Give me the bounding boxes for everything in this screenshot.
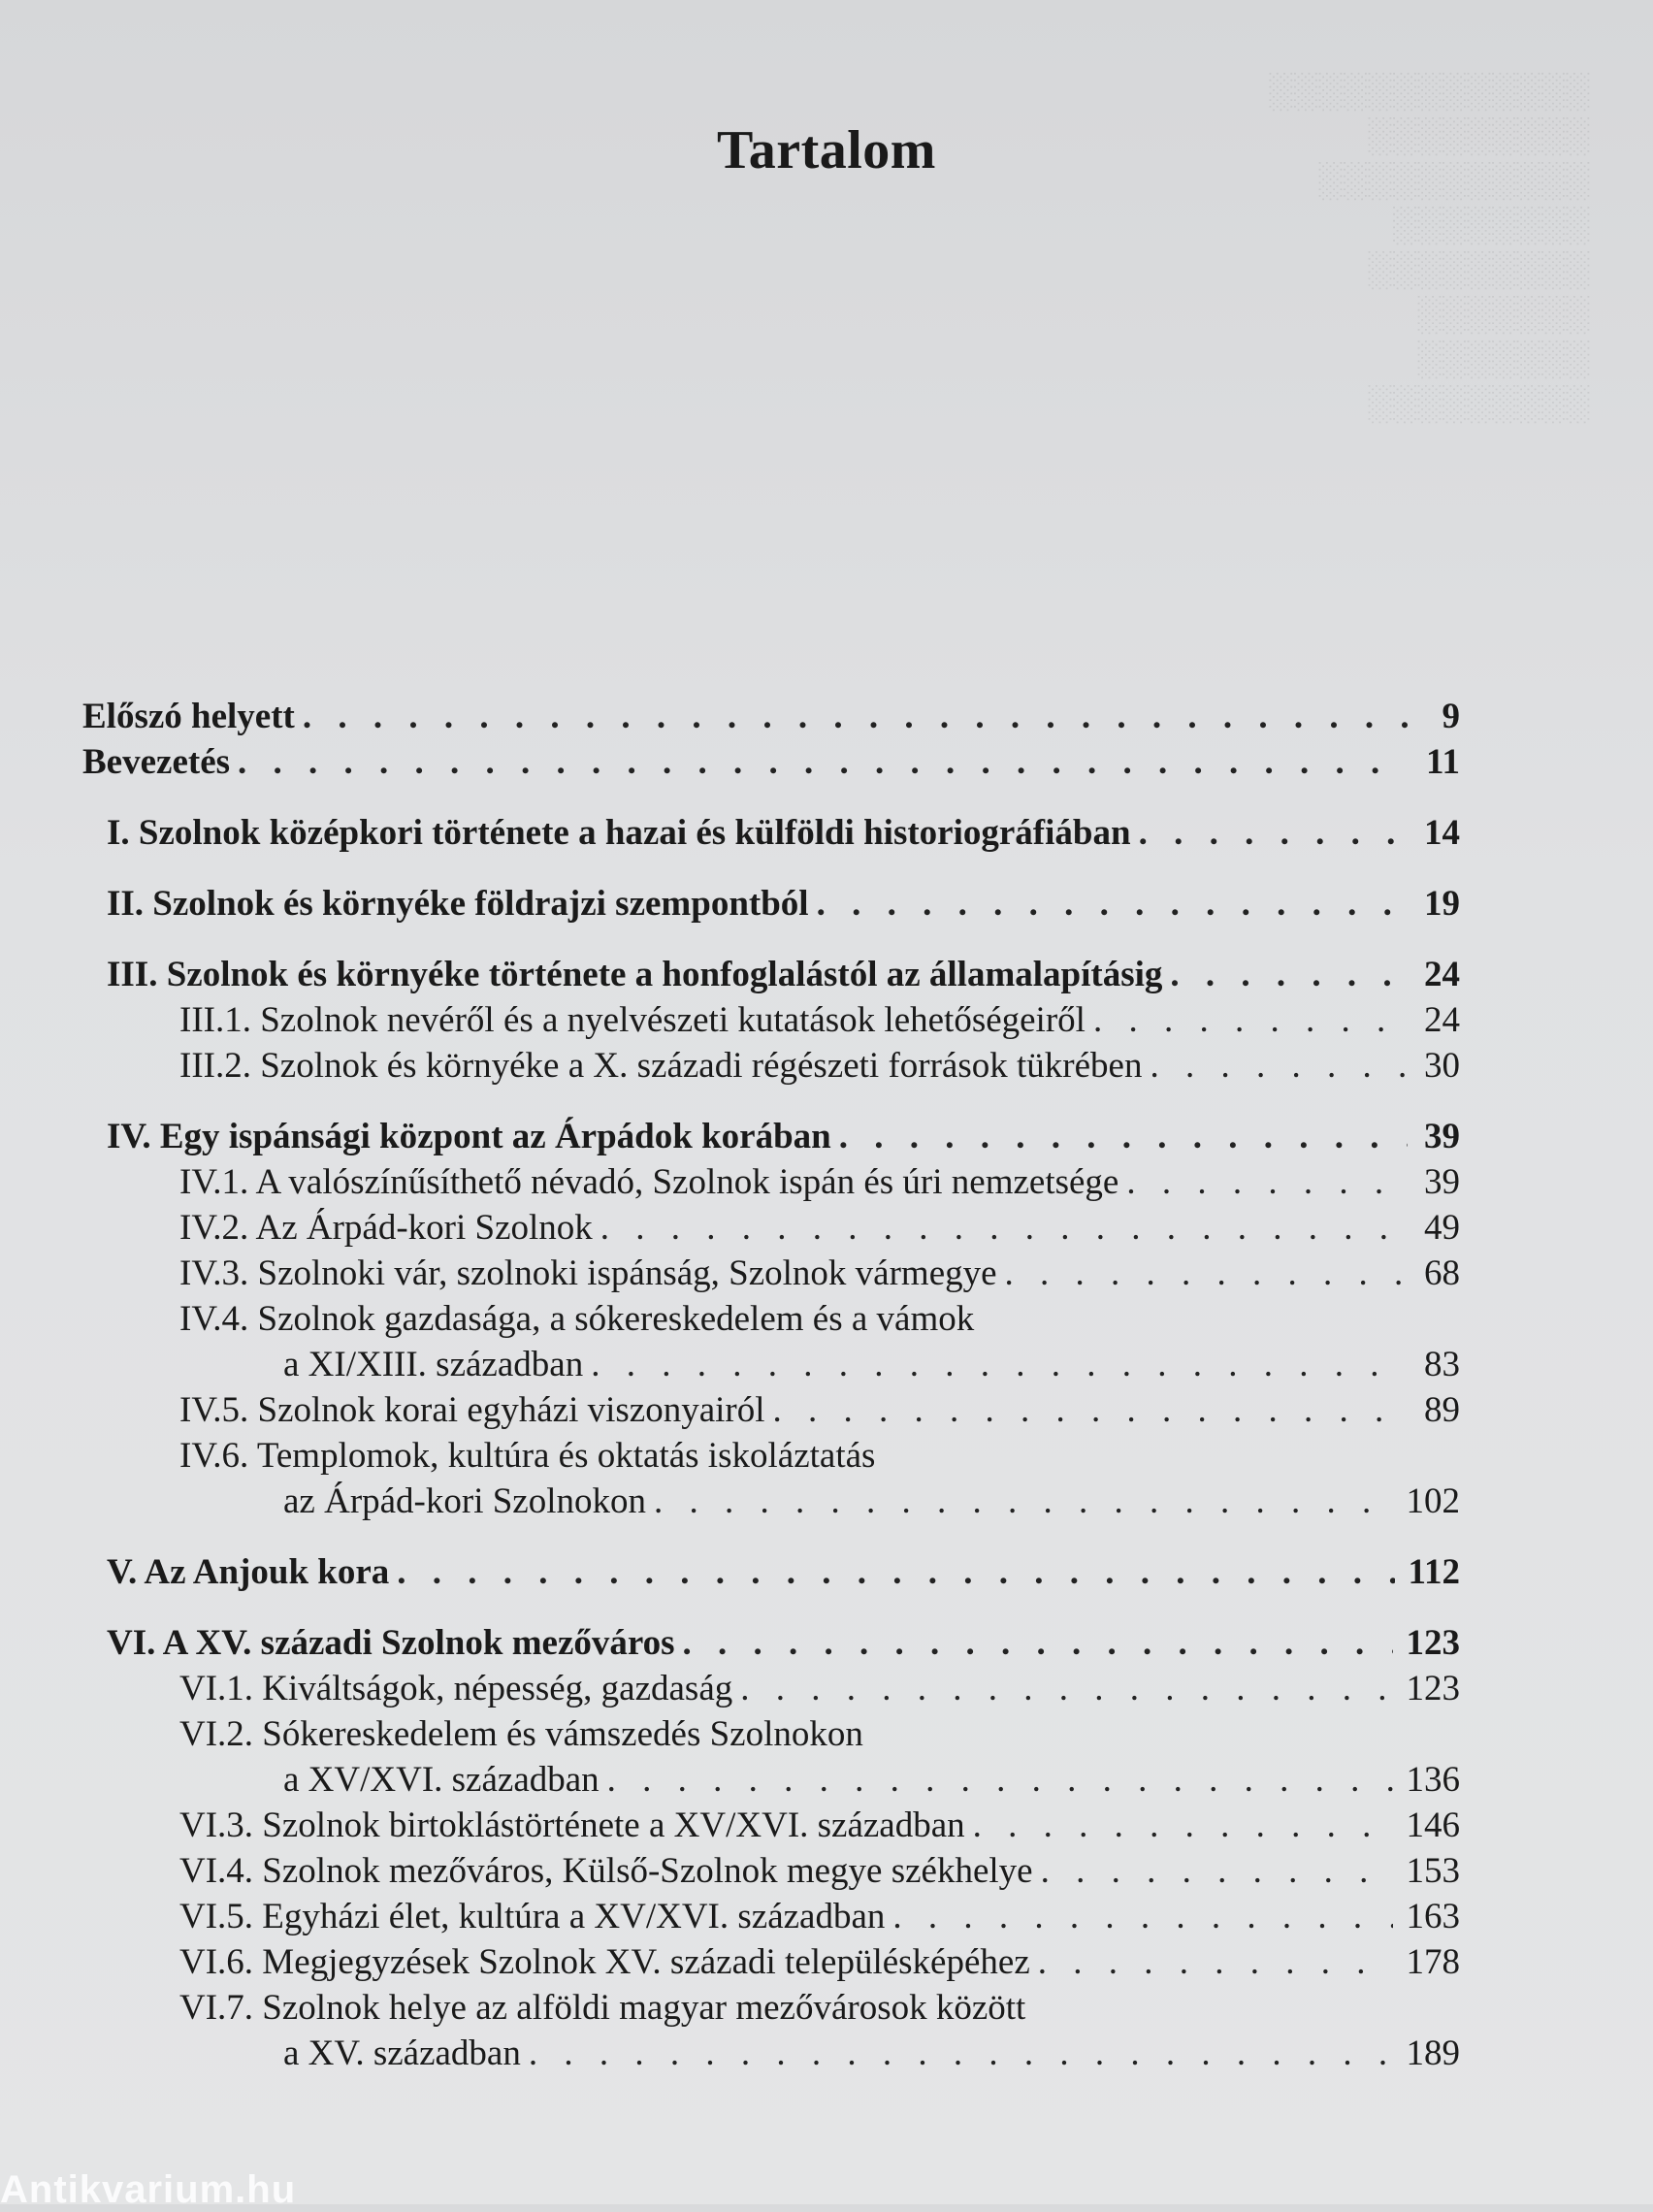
toc-entry-label: VI. A XV. századi Szolnok mezőváros: [107, 1623, 675, 1663]
toc-entry-page: 30: [1424, 1046, 1460, 1086]
toc-entry-page: 39: [1424, 1117, 1460, 1156]
toc-entry-label: IV.2. Az Árpád-kori Szolnok: [179, 1208, 593, 1248]
toc-entry: [82, 1985, 1460, 2031]
dot-leader: [892, 1894, 1392, 1939]
toc-entry: [82, 1251, 1460, 1296]
dot-leader: [600, 1205, 1408, 1251]
toc-entry-page: 19: [1424, 884, 1460, 924]
toc-entry-label: IV.6. Templomok, kultúra és oktatás iskoláztatás: [179, 1436, 876, 1476]
toc-entry-label: VI.7. Szolnok helye az alföldi magyar mezővárosok között: [179, 1988, 1026, 2028]
toc-entry: [82, 1387, 1460, 1433]
toc-entry-page: 11: [1426, 742, 1460, 782]
toc-entry: [82, 1342, 1460, 1387]
toc-spacer: [82, 1595, 1460, 1620]
toc-entry-page: 136: [1406, 1760, 1460, 1800]
toc-entry-page: 14: [1424, 813, 1460, 853]
toc-entry: [82, 1549, 1460, 1595]
toc-entry: [82, 881, 1460, 927]
toc-entry-label: III.1. Szolnok nevéről és a nyelvészeti kutatások lehetőségeiről: [179, 1000, 1086, 1040]
toc-entry-page: 123: [1406, 1669, 1460, 1708]
dot-leader: [1126, 1159, 1408, 1205]
dot-leader: [1170, 952, 1408, 997]
toc-entry-page: 9: [1442, 697, 1460, 736]
dot-leader: [973, 1803, 1393, 1848]
page-title: Tartalom: [717, 119, 936, 180]
table-of-contents: [82, 694, 1460, 2076]
toc-entry: [82, 1479, 1460, 1524]
toc-entry: [82, 1620, 1460, 1666]
toc-entry-label: VI.2. Sókereskedelem és vámszedés Szolnokon: [179, 1714, 863, 1754]
toc-entry-label: IV.1. A valószínűsíthető névadó, Szolnok ispán és úri nemzetsége: [179, 1162, 1119, 1202]
toc-entry-label: III.2. Szolnok és környéke a X. századi régészeti források tükrében: [179, 1046, 1143, 1086]
dot-leader: [773, 1387, 1408, 1433]
toc-entry-page: 49: [1424, 1208, 1460, 1248]
dot-leader: [1150, 1043, 1408, 1089]
toc-entry-label: VI.6. Megjegyzések Szolnok XV. századi településképéhez: [179, 1942, 1030, 1982]
toc-entry-label: VI.3. Szolnok birtoklástörténete a XV/XVI. században: [179, 1805, 965, 1845]
toc-entry-page: 112: [1408, 1552, 1460, 1592]
toc-entry: [82, 1711, 1460, 1757]
dot-leader: [303, 694, 1408, 739]
toc-entry: [82, 997, 1460, 1043]
toc-entry-label: a XV/XVI. században: [283, 1760, 600, 1800]
toc-entry: [82, 1894, 1460, 1939]
toc-entry-label: a XI/XIII. században: [283, 1345, 584, 1384]
toc-entry-label: a XV. században: [283, 2033, 521, 2073]
dot-leader: [1139, 810, 1408, 856]
toc-entry-label: IV.3. Szolnoki vár, szolnoki ispánság, Szolnok vármegye: [179, 1253, 997, 1293]
toc-entry-page: 123: [1406, 1623, 1460, 1663]
toc-entry-page: 163: [1406, 1897, 1460, 1936]
watermark: Antikvarium.hu: [0, 2168, 297, 2211]
toc-entry: [82, 1848, 1460, 1894]
toc-entry: [82, 952, 1460, 997]
toc-entry: [82, 739, 1460, 785]
toc-entry-label: az Árpád-kori Szolnokon: [283, 1481, 647, 1521]
toc-entry-label: III. Szolnok és környéke története a honfoglalástól az államalapításig: [107, 955, 1163, 994]
toc-entry-page: 146: [1406, 1805, 1460, 1845]
dot-leader: [1005, 1251, 1408, 1296]
toc-entry-label: V. Az Anjouk kora: [107, 1552, 390, 1592]
toc-entry-label: II. Szolnok és környéke földrajzi szempontból: [107, 884, 809, 924]
toc-entry-label: Előszó helyett: [82, 697, 295, 736]
toc-spacer: [82, 1089, 1460, 1114]
toc-entry-page: 178: [1406, 1942, 1460, 1982]
toc-spacer: [82, 785, 1460, 810]
dot-leader: [654, 1479, 1392, 1524]
toc-entry: [82, 1114, 1460, 1159]
dot-leader: [1041, 1848, 1393, 1894]
dot-leader: [238, 739, 1408, 785]
toc-entry-label: VI.4. Szolnok mezőváros, Külső-Szolnok megye székhelye: [179, 1851, 1033, 1891]
toc-entry-page: 102: [1406, 1481, 1460, 1521]
toc-entry: [82, 1803, 1460, 1848]
toc-entry: [82, 1666, 1460, 1711]
toc-entry: [82, 1433, 1460, 1479]
toc-entry-label: I. Szolnok középkori története a hazai és külföldi historiográfiában: [107, 813, 1131, 853]
toc-entry-label: IV.4. Szolnok gazdasága, a sókereskedelem és a vámok: [179, 1299, 975, 1339]
toc-entry-page: 68: [1424, 1253, 1460, 1293]
toc-entry: [82, 810, 1460, 856]
toc-spacer: [82, 856, 1460, 881]
toc-entry: [82, 1296, 1460, 1342]
toc-spacer: [82, 1524, 1460, 1549]
toc-entry: [82, 1939, 1460, 1985]
dot-leader: [817, 881, 1408, 927]
toc-entry-page: 39: [1424, 1162, 1460, 1202]
dot-leader: [683, 1620, 1393, 1666]
dot-leader: [839, 1114, 1408, 1159]
toc-entry: [82, 1159, 1460, 1205]
toc-entry-page: 189: [1406, 2033, 1460, 2073]
bleed-through-text: ░░░░░░░░░░░░░ ░░░░░░░░░ ░░░░░░░░░░░ ░░░░░░░░ ░░░░░░░░░ ░░░░░░░ ░░░░░░░ ░░░░░░░░░: [1269, 71, 1591, 422]
dot-leader: [1093, 997, 1408, 1043]
toc-entry-page: 153: [1406, 1851, 1460, 1891]
dot-leader: [607, 1757, 1393, 1803]
toc-entry: [82, 2031, 1460, 2076]
toc-entry-page: 24: [1424, 1000, 1460, 1040]
toc-entry-label: IV. Egy ispánsági központ az Árpádok korában: [107, 1117, 831, 1156]
toc-entry-label: IV.5. Szolnok korai egyházi viszonyairól: [179, 1390, 765, 1430]
dot-leader: [397, 1549, 1394, 1595]
toc-entry-label: Bevezetés: [82, 742, 231, 782]
toc-spacer: [82, 927, 1460, 952]
toc-entry: [82, 694, 1460, 739]
toc-entry: [82, 1757, 1460, 1803]
toc-entry: [82, 1205, 1460, 1251]
dot-leader: [591, 1342, 1408, 1387]
dot-leader: [740, 1666, 1392, 1711]
dot-leader: [1038, 1939, 1393, 1985]
toc-entry-label: VI.1. Kiváltságok, népesség, gazdaság: [179, 1669, 733, 1708]
dot-leader: [529, 2031, 1393, 2076]
toc-entry-label: VI.5. Egyházi élet, kultúra a XV/XVI. században: [179, 1897, 886, 1936]
toc-entry: [82, 1043, 1460, 1089]
toc-entry-page: 89: [1424, 1390, 1460, 1430]
toc-entry-page: 24: [1424, 955, 1460, 994]
toc-entry-page: 83: [1424, 1345, 1460, 1384]
